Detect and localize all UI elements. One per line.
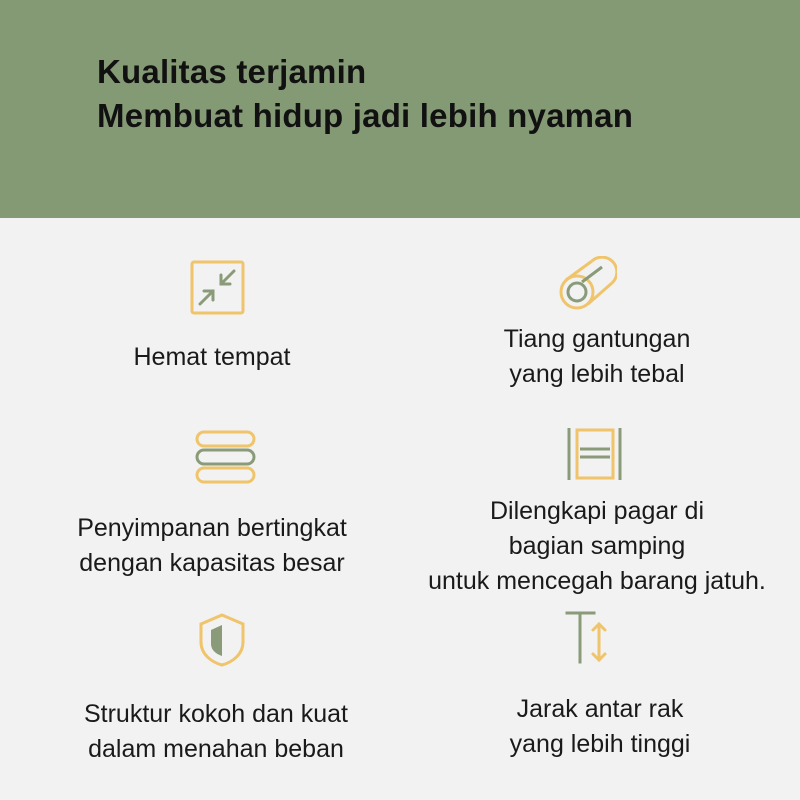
feature-label-thick-pole: Tiang gantungan yang lebih tebal [503, 325, 691, 388]
headline-line-1: Kualitas terjamin [97, 53, 367, 90]
header-banner [0, 0, 800, 218]
headline-line-2: Membuat hidup jadi lebih nyaman [97, 97, 634, 134]
feature-label-side-rail: Dilengkapi pagar di bagian samping untuk mencegah barang jatuh. [428, 497, 766, 595]
shield-icon [197, 612, 247, 668]
feature-label-shelf-spacing: Jarak antar rak yang lebih tinggi [509, 695, 691, 758]
headline [97, 50, 633, 138]
feature-label-tiered-storage: Penyimpanan bertingkat dengan kapasitas besar [77, 514, 347, 577]
compress-arrows-icon [190, 260, 246, 316]
feature-label-space-saving: Hemat tempat [133, 343, 291, 371]
feature-label-sturdy-structure: Struktur kokoh dan kuat dalam menahan beban [83, 700, 349, 763]
thick-pole-icon [557, 256, 617, 314]
height-adjust-icon [564, 610, 614, 666]
side-rail-icon [566, 426, 624, 482]
stacked-layers-icon [194, 430, 256, 486]
